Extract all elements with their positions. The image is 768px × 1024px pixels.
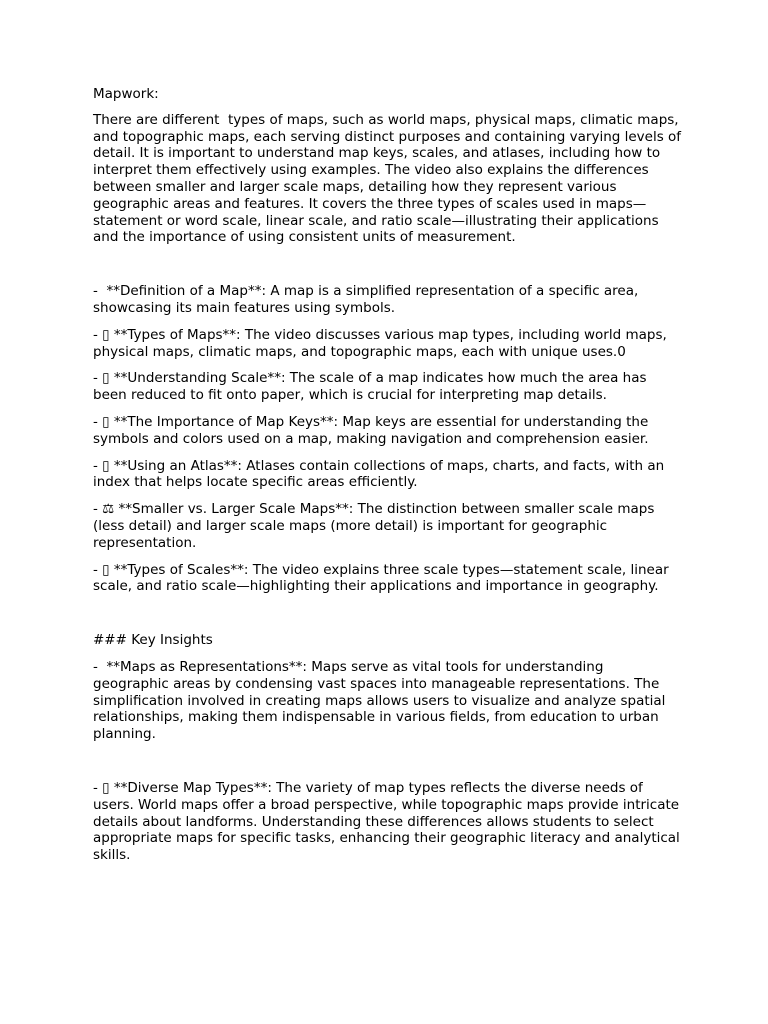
bullet-types-of-scales: - ▯ **Types of Scales**: The video explains three scale types—statement scale, linear scale, and ratio scale—highlighting their applications and importance in geography. — [93, 561, 673, 595]
bullet-scale-maps: - ⚖ **Smaller vs. Larger Scale Maps**: The distinction between smaller scale maps (less detail) and larger scale maps (more detail) is important for geographic representation. — [93, 501, 659, 551]
bullet-definition-of-map: - **Definition of a Map**: A map is a simplified representation of a specific area, showcasing its main features using symbols. — [93, 283, 643, 316]
bullet-map-keys: - ▯ **The Importance of Map Keys**: Map keys are essential for understanding the symbols and colors used on a map, making navigation and comprehension easier. — [93, 413, 653, 447]
insight-diverse-map-types: - ▯ **Diverse Map Types**: The variety of map types reflects the diverse needs of users. World maps offer a broad perspective, while topographic maps provide intricate details about landforms. Understanding these differences allows students to select appropriate maps for specific tasks, enhancing their geographic literacy and analytical skills. — [93, 779, 685, 864]
insight-maps-as-representations: - **Maps as Representations**: Maps serve as vital tools for understanding geographic areas by condensing vast spaces into manageable representations. The simplification involved in creating maps allows users to visualize and analyze spatial relationships, making them indispensable in various fields, from education to urban planning. — [93, 658, 670, 743]
bullet-understanding-scale: - ▯ **Understanding Scale**: The scale of a map indicates how much the area has been reduced to fit onto paper, which is crucial for interpreting map details. — [93, 370, 651, 404]
bullet-using-atlas: - ▯ **Using an Atlas**: Atlases contain collections of maps, charts, and facts, with an index that helps locate specific areas efficiently. — [93, 457, 669, 491]
key-insights-heading: ### Key Insights — [93, 632, 213, 649]
bullet-types-of-maps: - ▯ **Types of Maps**: The video discusses various map types, including world maps, physical maps, climatic maps, and topographic maps, each with unique uses.0 — [93, 326, 672, 360]
intro-paragraph: There are different types of maps, such as world maps, physical maps, climatic maps, and topographic maps, each serving distinct purposes and containing varying levels of detail. It is important to understand map keys, scales, and atlases, including how to interpret them effectively using examples. The video also explains the differences between smaller and larger scale maps, detailing how they represent various geographic areas and features. It covers the three types of scales used in maps—statement or word scale, linear scale, and ratio scale—illustrating their applications and the importance of using consistent units of measurement. — [93, 111, 686, 246]
document-body — [93, 86, 686, 864]
document-heading: Mapwork: — [93, 86, 159, 102]
